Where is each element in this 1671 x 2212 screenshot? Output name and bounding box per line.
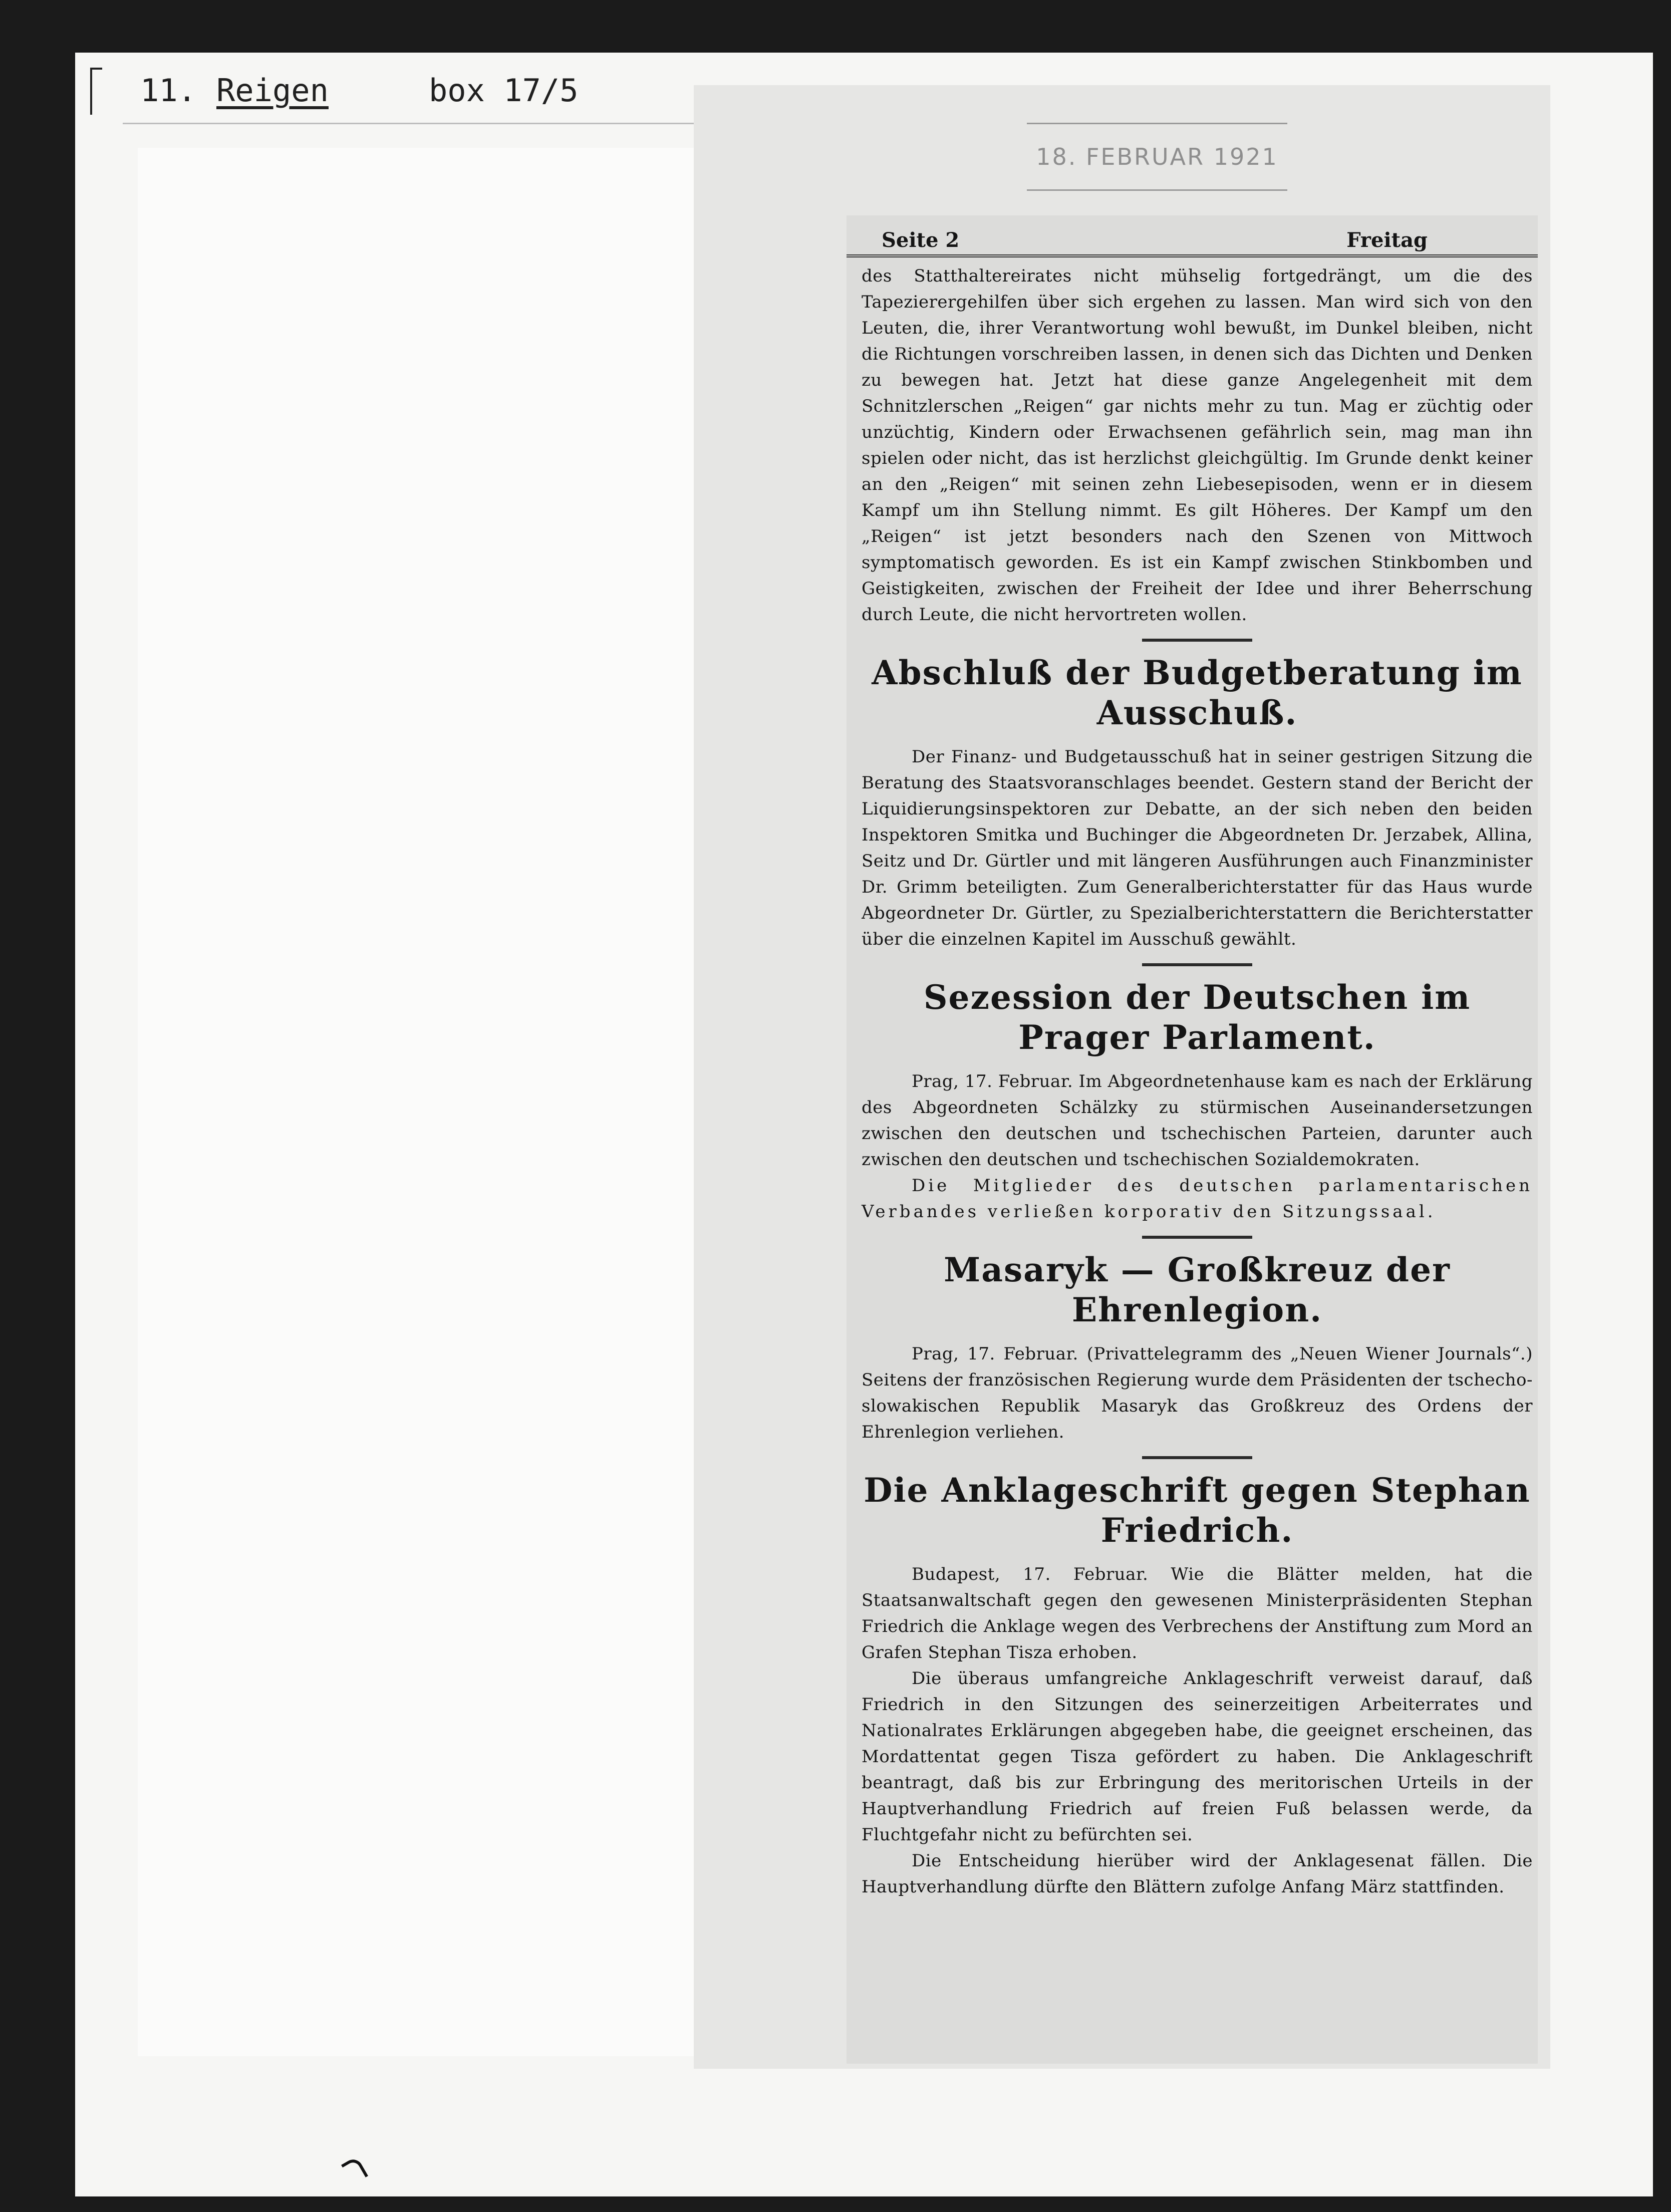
section-heading-sezession: Sezession der Deutschen im Prager Parlament. bbox=[923, 978, 1471, 1057]
folder-number: 11. bbox=[140, 72, 196, 109]
section-rule bbox=[1142, 1236, 1252, 1239]
section-body-anklage-2: Die überaus umfangreiche Anklageschrift verweist darauf, daß Friedrich in den Sitzungen des seinerzeitigen Arbeiterrates und Nationalrates Erklärungen abgegeben habe, die geeignet erscheinen, das Mordattentat gegen Tisza gefördert zu haben. Die Anklageschrift beantragt, daß bis zur Erbringung des meritorischen Urteils in der Hauptverhandlung Friedrich auf freien Fuß belassen werde, da Fluchtgefahr nicht zu befürchten sei. bbox=[862, 1669, 1533, 1845]
section-heading-budget: Abschluß der Budgetberatung im Ausschuß. bbox=[872, 653, 1523, 732]
section-heading-masaryk: Masaryk — Großkreuz der Ehrenlegion. bbox=[944, 1250, 1451, 1329]
newspaper-clipping bbox=[847, 215, 1538, 2064]
folder-title: Reigen bbox=[216, 72, 329, 109]
masthead-page: Seite 2 bbox=[882, 228, 960, 252]
masthead-day: Freitag bbox=[1346, 228, 1428, 252]
section-body-budget: Der Finanz- und Budgetausschuß hat in seiner gestrigen Sitzung die Beratung des Staatsvoranschlages beendet. Gestern stand der Bericht der Liquidierungsinspektoren zur Debatte, an der sich neben den beiden Inspektoren Smitka und Buchinger die Abgeordneten Dr. Jerzabek, Allina, Seitz und Dr. Gürtler und mit längeren Ausführungen auch Finanzminister Dr. Grimm beteiligten. Zum Generalberichterstatter für das Haus wurde Abgeordneter Dr. Gürtler, zu Spezialberichterstattern die Berichterstatter über die einzelnen Kapitel im Ausschuß gewählt. bbox=[862, 747, 1533, 949]
section-rule bbox=[1142, 963, 1252, 966]
section-body-masaryk: Prag, 17. Februar. (Privattelegramm des „Neuen Wiener Journals“.) Seitens der französischen Regierung wurde dem Präsidenten der tschecho-slowakischen Republik Masaryk das Großkreuz des Ordens der Ehrenlegion verliehen. bbox=[862, 1344, 1533, 1442]
section-body-sezession-2: Die Mitglieder des deutschen parlamentarischen Verbandes verließen korporativ den Sitzungssaal. bbox=[862, 1176, 1533, 1222]
section-heading-anklage: Die Anklageschrift gegen Stephan Friedrich. bbox=[864, 1471, 1531, 1550]
date-stamp: 18. FEBRUAR 1921 bbox=[1027, 123, 1287, 191]
clipping-masthead bbox=[847, 225, 1538, 257]
section-rule bbox=[1142, 1456, 1252, 1459]
section-body-sezession-1: Prag, 17. Februar. Im Abgeordnetenhause kam es nach der Erklärung des Abgeordneten Schälzky zu stürmischen Auseinandersetzungen zwischen den deutschen und tschechischen Parteien, darunter auch zwischen den deutschen und tschechischen Sozialdemokraten. bbox=[862, 1071, 1533, 1170]
section-rule bbox=[1142, 639, 1252, 642]
section-body-anklage-3: Die Entscheidung hierüber wird der Anklagesenat fällen. Die Hauptverhandlung dürfte den Blättern zufolge Anfang März stattfinden. bbox=[862, 1851, 1533, 1897]
section-body-anklage-1: Budapest, 17. Februar. Wie die Blätter melden, hat die Staatsanwaltschaft gegen den gewesenen Ministerpräsidenten Stephan Friedrich die Anklage wegen des Verbrechens der Anstiftung zum Mord an Grafen Stephan Tisza erhoben. bbox=[862, 1564, 1533, 1663]
folder-header bbox=[140, 63, 579, 118]
corner-mark bbox=[90, 68, 102, 115]
intro-paragraph: des Statthaltereirates nicht mühselig fortgedrängt, um die des Tapezierergehilfen über sich ergehen zu lassen. Man wird sich von den Leuten, die, ihrer Verantwortung wohl bewußt, im Dunkel bleiben, nicht die Richtungen vorschreiben lassen, in denen sich das Dichten und Denken zu bewegen hat. Jetzt hat diese ganze Angelegenheit mit dem Schnitzlerschen „Reigen“ gar nichts mehr zu tun. Mag er züchtig oder unzüchtig, Kindern oder Erwachsenen gefährlich sein, mag man ihn spielen oder nicht, das ist herzlichst gleichgültig. Im Grunde denkt keiner an den „Reigen“ mit seinen zehn Liebesepisoden, wenn er in diesem Kampf um ihn Stellung nimmt. Es gilt Höheres. Der Kampf um den „Reigen“ ist jetzt besonders nach den Szenen von Mittwoch symptomatisch geworden. Es ist ein Kampf zwischen Stinkbomben und Geistigkeiten, zwischen der Freiheit der Idee und ihrer Beherrschung durch Leute, die nicht hervortreten wollen. bbox=[862, 266, 1533, 625]
header-rule bbox=[123, 123, 774, 124]
box-label: box 17/5 bbox=[428, 72, 579, 109]
clipping-content bbox=[862, 263, 1533, 1900]
